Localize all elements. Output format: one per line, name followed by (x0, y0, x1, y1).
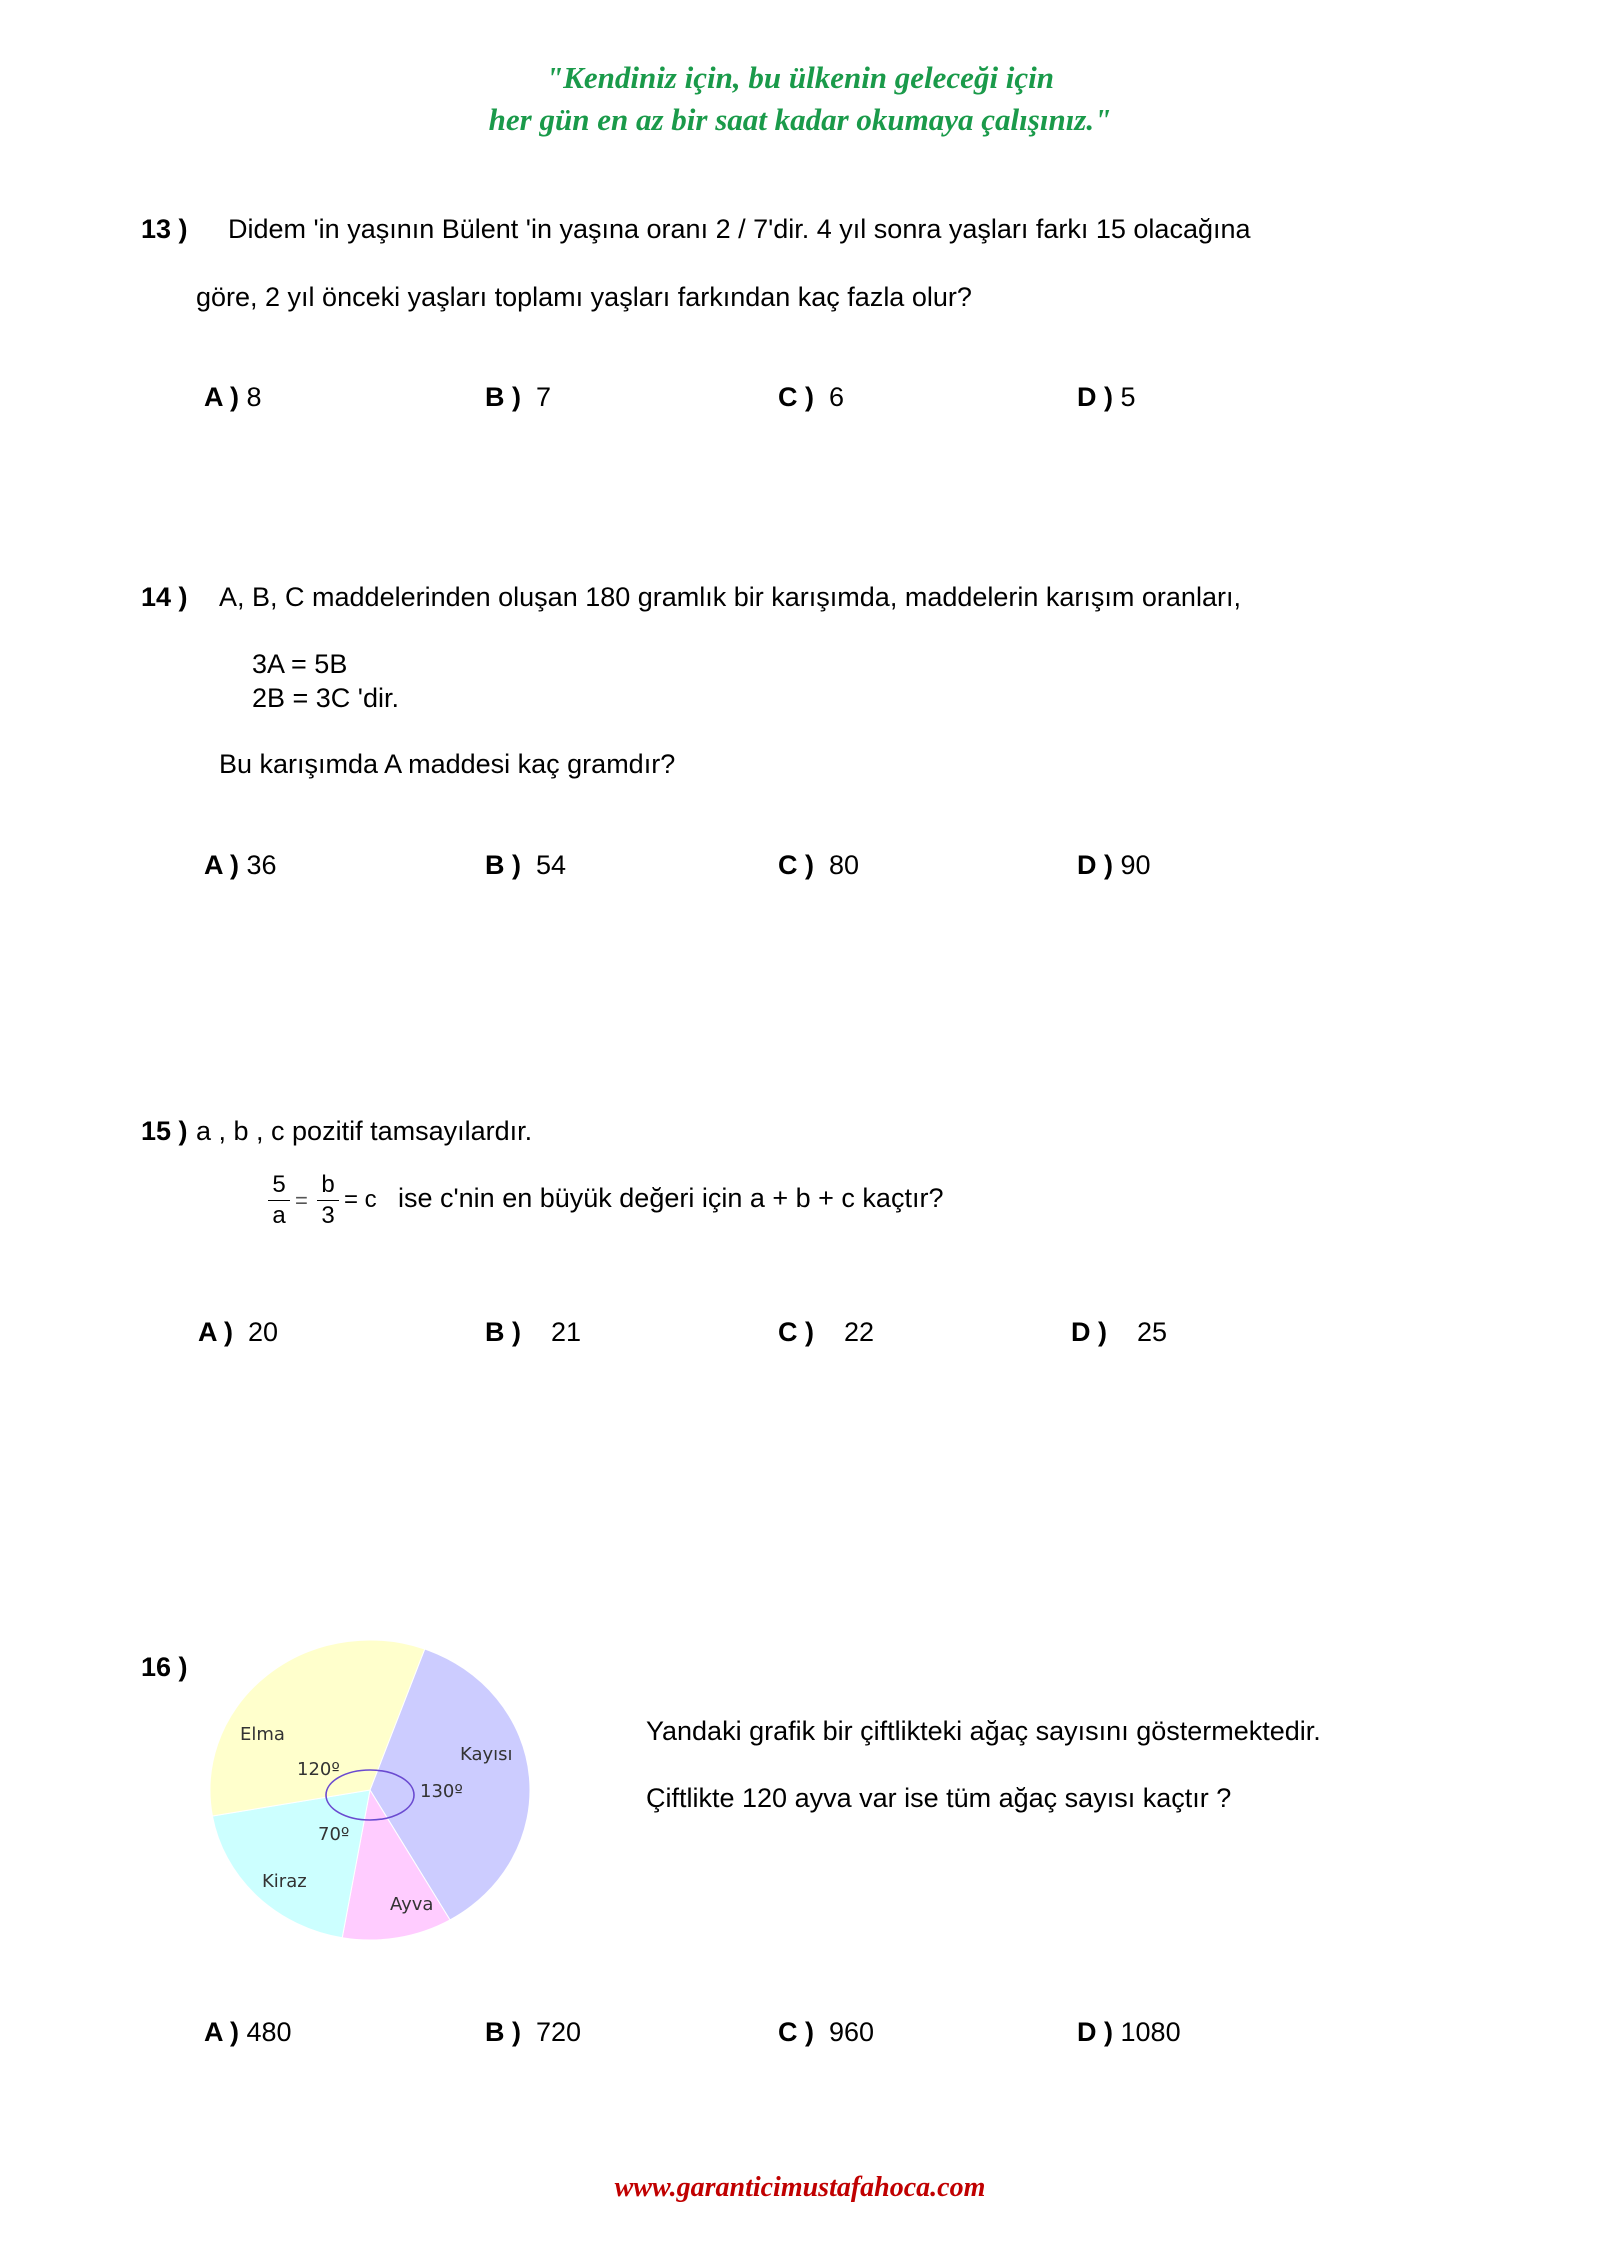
option-letter: C ) (778, 382, 814, 412)
option-letter: B ) (485, 850, 521, 880)
question-15-question: ise c'nin en büyük değeri için a + b + c kaçtır? (398, 1183, 944, 1213)
footer-website-link[interactable]: www.garanticimustafahoca.com (614, 2172, 986, 2203)
fraction-denominator: 3 (321, 1202, 335, 1229)
q13-option-d[interactable] (1077, 382, 1136, 413)
option-letter: D ) (1077, 382, 1113, 412)
option-value: 1080 (1120, 2017, 1181, 2047)
question-14-equation-2: 2B = 3C 'dir. (252, 683, 399, 713)
option-letter: C ) (778, 850, 814, 880)
q13-option-b[interactable] (485, 382, 551, 413)
option-value: 960 (829, 2017, 875, 2047)
equals-sign: = (295, 1188, 308, 1213)
option-letter: B ) (485, 382, 521, 412)
option-letter: D ) (1077, 2017, 1113, 2047)
option-letter: A ) (204, 2017, 239, 2047)
option-letter: D ) (1077, 850, 1113, 880)
option-letter: C ) (778, 1317, 814, 1347)
question-15-number: 15 ) (141, 1116, 188, 1146)
q16-option-d[interactable] (1077, 2017, 1181, 2048)
pie-chart (200, 1640, 550, 1960)
option-letter: A ) (204, 850, 239, 880)
question-14-text: A, B, C maddelerinden oluşan 180 gramlık bir karışımda, maddelerin karışım oranları, (219, 582, 1241, 612)
option-letter: C ) (778, 2017, 814, 2047)
q14-option-d[interactable] (1077, 850, 1151, 881)
equals-c: = c (344, 1186, 377, 1213)
option-value: 25 (1137, 1317, 1168, 1347)
question-14-question: Bu karışımda A maddesi kaç gramdır? (219, 749, 676, 779)
question-16-question: Çiftlikte 120 ayva var ise tüm ağaç sayısı kaçtır ? (646, 1783, 1232, 1813)
question-14-number: 14 ) (141, 582, 188, 612)
option-value: 80 (829, 850, 860, 880)
option-letter: A ) (204, 382, 239, 412)
q14-option-b[interactable] (485, 850, 566, 881)
q13-option-a[interactable] (204, 382, 262, 413)
fraction-numerator: 5 (272, 1171, 286, 1198)
fraction-5-over-a (268, 1170, 290, 1231)
option-letter: B ) (485, 1317, 521, 1347)
fraction-denominator: a (272, 1202, 286, 1229)
option-value: 7 (536, 382, 552, 412)
question-14-equation-1: 3A = 5B (252, 649, 348, 679)
pie-label-ayva: Ayva (390, 1894, 434, 1915)
q13-option-c[interactable] (778, 382, 844, 413)
pie-angle-elma: 120º (297, 1759, 340, 1780)
pie-angle-kayisi: 130º (420, 1781, 463, 1802)
option-value: 22 (844, 1317, 875, 1347)
q14-option-a[interactable] (204, 850, 277, 881)
pie-slices (210, 1640, 530, 1940)
question-13-text-cont: göre, 2 yıl önceki yaşları toplamı yaşları farkından kaç fazla olur? (196, 282, 972, 312)
q15-option-d[interactable] (1071, 1317, 1167, 1348)
pie-label-kiraz: Kiraz (262, 1871, 307, 1892)
option-value: 6 (829, 382, 845, 412)
option-value: 54 (536, 850, 567, 880)
option-letter: A ) (198, 1317, 233, 1347)
q15-option-c[interactable] (778, 1317, 874, 1348)
header-quote-line1: "Kendiniz için, bu ülkenin geleceği için (545, 60, 1055, 95)
pie-label-elma: Elma (240, 1724, 285, 1745)
header-quote-line2: her gün en az bir saat kadar okumaya çalışınız." (488, 102, 1112, 137)
option-value: 90 (1120, 850, 1151, 880)
fraction-numerator: b (321, 1171, 335, 1198)
option-value: 5 (1120, 382, 1136, 412)
question-16-number: 16 ) (141, 1652, 188, 1682)
option-value: 21 (551, 1317, 582, 1347)
question-13-text: Didem 'in yaşının Bülent 'in yaşına oranı 2 / 7'dir. 4 yıl sonra yaşları farkı 15 olacağına (228, 214, 1251, 244)
option-value: 8 (246, 382, 262, 412)
option-value: 720 (536, 2017, 582, 2047)
q15-option-b[interactable] (485, 1317, 581, 1348)
q16-option-b[interactable] (485, 2017, 581, 2048)
q14-option-c[interactable] (778, 850, 859, 881)
question-16-text: Yandaki grafik bir çiftlikteki ağaç sayısını göstermektedir. (646, 1716, 1321, 1746)
pie-angle-kiraz: 70º (318, 1824, 350, 1845)
fraction-b-over-3 (317, 1170, 339, 1231)
option-value: 480 (246, 2017, 292, 2047)
option-value: 36 (246, 850, 277, 880)
question-15-text: a , b , c pozitif tamsayılardır. (196, 1116, 533, 1146)
q15-option-a[interactable] (198, 1317, 278, 1348)
q16-option-a[interactable] (204, 2017, 292, 2048)
option-letter: D ) (1071, 1317, 1107, 1347)
question-13-number: 13 ) (141, 214, 188, 244)
option-value: 20 (248, 1317, 279, 1347)
pie-label-kayisi: Kayısı (460, 1744, 513, 1765)
q16-option-c[interactable] (778, 2017, 874, 2048)
option-letter: B ) (485, 2017, 521, 2047)
